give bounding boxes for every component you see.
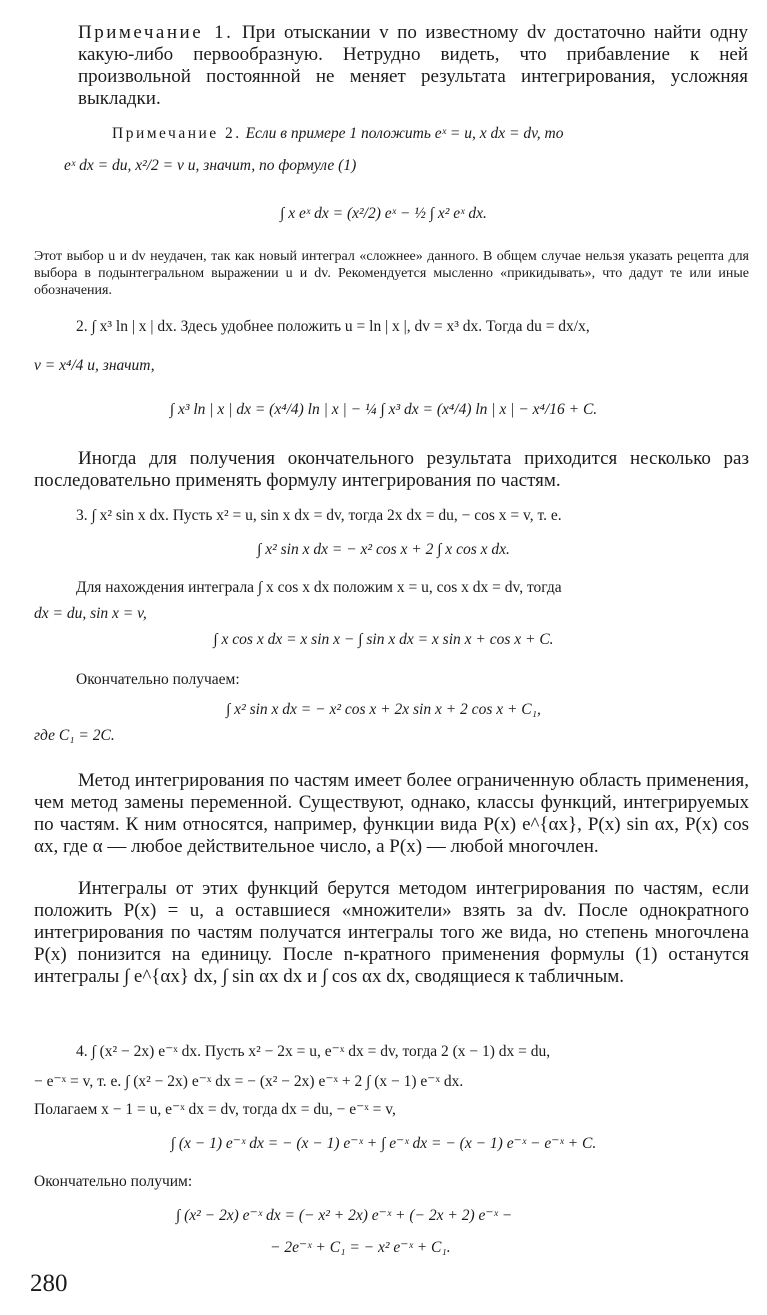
example-2-formula: ∫ x³ ln | x | dx = (x⁴/4) ln | x | − ¼ ∫ x³ dx = (x⁴/4) ln | x | − x⁴/16 + C. <box>169 401 598 418</box>
example-2-line-1: 2. ∫ x³ ln | x | dx. Здесь удобнее положить u = ln | x |, dv = x³ dx. Тогда du = dx/x, <box>76 318 590 335</box>
note-2-formula: ∫ x eˣ dx = (x²/2) eˣ − ½ ∫ x² eˣ dx. <box>280 205 487 222</box>
example-4-final-label: Окончательно получим: <box>34 1173 193 1190</box>
repeat-note: Иногда для получения окончательного результата приходится несколько раз последовательно применять формулу интегрирования по частям. <box>34 448 749 491</box>
example-3-final-label: Окончательно получаем: <box>76 671 240 688</box>
method-paragraph: Метод интегрирования по частям имеет более ограниченную область применения, чем метод замены переменной. Существуют, однако, классы функций, интегрируемых по частям. К ним относятся, например, функции вида P(x) e^{αx}, P(x) sin αx, P(x) cos αx, где α — любое действительное число, а P(x) — любой многочлен. <box>34 770 749 857</box>
note-1-label: Примечание 1. <box>78 22 234 43</box>
example-3-formula-2: ∫ x cos x dx = x sin x − ∫ sin x dx = x sin x + cos x + C. <box>213 631 554 648</box>
example-3-where: где C₁ = 2C. <box>34 727 115 744</box>
note-2-line-1: Примечание 2. Если в примере 1 положить eˣ = u, x dx = dv, то <box>112 125 564 142</box>
note-2-label: Примечание 2. <box>112 125 242 142</box>
example-4-line-1: 4. ∫ (x² − 2x) e⁻ˣ dx. Пусть x² − 2x = u, e⁻ˣ dx = dv, тогда 2 (x − 1) dx = du, <box>76 1043 551 1060</box>
example-3-line-3: dx = du, sin x = v, <box>34 605 147 622</box>
example-3-formula-3: ∫ x² sin x dx = − x² cos x + 2x sin x + 2 cos x + C₁, <box>226 701 541 718</box>
example-3-formula-1: ∫ x² sin x dx = − x² cos x + 2 ∫ x cos x dx. <box>257 541 510 558</box>
example-4-formula-2a: ∫ (x² − 2x) e⁻ˣ dx = (− x² + 2x) e⁻ˣ + (− 2x + 2) e⁻ˣ − <box>176 1207 513 1224</box>
example-4-line-2: − e⁻ˣ = v, т. е. ∫ (x² − 2x) e⁻ˣ dx = − (x² − 2x) e⁻ˣ + 2 ∫ (x − 1) e⁻ˣ dx. <box>34 1073 464 1090</box>
example-3-line-2: Для нахождения интеграла ∫ x cos x dx положим x = u, cos x dx = dv, тогда <box>76 579 562 596</box>
note-1-text: При отыскании v по известному dv достаточно найти одну какую-либо первообразную. Нетрудно видеть, что прибавление к ней произвольной постоянной не меняет результата интегрирования, усложняя выкладки. <box>78 22 748 109</box>
example-4-formula-1: ∫ (x − 1) e⁻ˣ dx = − (x − 1) e⁻ˣ + ∫ e⁻ˣ dx = − (x − 1) e⁻ˣ − e⁻ˣ + C. <box>170 1135 597 1152</box>
integrals-paragraph: Интегралы от этих функций берутся методом интегрирования по частям, если положить P(x) = u, а оставшиеся «множители» взять за dv. После однократного интегрирования по частям получатся интегралы того же вида, но степень многочлена P(x) понизится на единицу. После n-кратного применения формулы (1) останутся интегралы ∫ e^{αx} dx, ∫ sin αx dx и ∫ cos αx dx, сводящиеся к табличным. <box>34 878 749 987</box>
example-2-line-2: v = x⁴/4 и, значит, <box>34 357 155 374</box>
page-number: 280 <box>30 1270 68 1297</box>
example-4-line-3: Полагаем x − 1 = u, e⁻ˣ dx = dv, тогда dx = du, − e⁻ˣ = v, <box>34 1101 396 1118</box>
example-4-formula-2b: − 2e⁻ˣ + C₁ = − x² e⁻ˣ + C₁. <box>270 1239 451 1256</box>
note-2-line-2: eˣ dx = du, x²/2 = v и, значит, по формуле (1) <box>64 157 357 174</box>
note-2-text: Этот выбор u и dv неудачен, так как новый интеграл «сложнее» данного. В общем случае нельзя указать рецепта для выбора в подынтегральном выражении u и dv. Рекомендуется мысленно «прикидывать», что дадут те или иные обозначения. <box>34 249 749 298</box>
note-1 <box>78 22 748 110</box>
example-3-line-1: 3. ∫ x² sin x dx. Пусть x² = u, sin x dx = dv, тогда 2x dx = du, − cos x = v, т. е. <box>76 507 562 524</box>
